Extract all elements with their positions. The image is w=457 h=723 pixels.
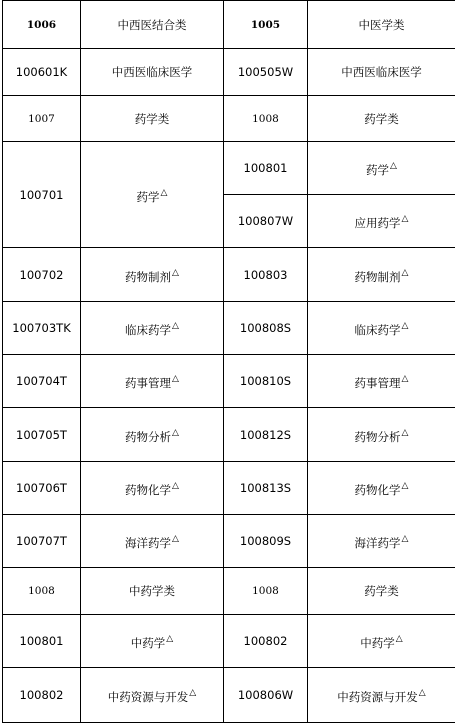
name-cell — [308, 142, 456, 195]
triangle-marker-icon: △ — [401, 374, 409, 384]
code-cell: 1008 — [224, 568, 308, 615]
code-cell: 100801 — [3, 615, 81, 668]
name-cell: 中西医临床医学 — [308, 49, 456, 96]
major-comparison-table — [2, 0, 455, 723]
name-cell — [81, 515, 224, 568]
name-cell: 中药学类 — [81, 568, 224, 615]
triangle-marker-icon: △ — [401, 427, 409, 438]
table-row — [3, 302, 456, 355]
name-text: 药物分析 — [354, 429, 401, 444]
name-cell — [308, 355, 456, 408]
name-cell — [81, 668, 224, 723]
code-cell: 100806W — [224, 668, 308, 723]
triangle-marker-icon: △ — [401, 214, 409, 224]
code-cell: 100706T — [3, 462, 81, 515]
triangle-marker-icon: △ — [172, 427, 179, 438]
name-cell — [308, 408, 456, 462]
name-cell — [81, 248, 224, 302]
triangle-marker-icon: △ — [172, 374, 179, 384]
triangle-marker-icon: △ — [390, 161, 397, 171]
name-cell: 药学类 — [308, 96, 456, 142]
name-text: 中药资源与开发 — [337, 690, 418, 704]
table-row — [3, 96, 456, 142]
name-text: 临床药学 — [125, 323, 172, 337]
name-text: 药学 — [136, 189, 160, 204]
code-cell: 100704T — [3, 355, 81, 408]
code-cell: 100807W — [224, 195, 308, 248]
name-cell — [81, 615, 224, 668]
table-row — [3, 462, 456, 515]
triangle-marker-icon: △ — [172, 321, 179, 331]
name-cell — [81, 355, 224, 408]
name-text: 药物化学 — [354, 483, 401, 497]
name-text: 海洋药学 — [125, 536, 172, 550]
code-cell: 1005 — [224, 1, 308, 49]
code-cell: 100812S — [224, 408, 308, 462]
code-cell: 1007 — [3, 96, 81, 142]
code-cell: 100707T — [3, 515, 81, 568]
name-cell — [81, 462, 224, 515]
code-cell: 100803 — [224, 248, 308, 302]
table-row — [3, 668, 456, 723]
name-cell — [308, 302, 456, 355]
name-cell — [308, 515, 456, 568]
table-row — [3, 515, 456, 568]
name-text: 临床药学 — [354, 323, 401, 337]
code-cell: 100802 — [224, 615, 308, 668]
name-cell — [81, 302, 224, 355]
triangle-marker-icon: △ — [401, 267, 409, 278]
name-cell — [308, 195, 456, 248]
name-cell: 中西医临床医学 — [81, 49, 224, 96]
triangle-marker-icon: △ — [401, 321, 409, 331]
table-row — [3, 408, 456, 462]
triangle-marker-icon: △ — [189, 688, 197, 698]
triangle-marker-icon: △ — [160, 187, 168, 198]
name-text: 中药资源与开发 — [107, 690, 189, 704]
name-text: 药事管理 — [354, 376, 401, 390]
table-row — [3, 1, 456, 49]
name-cell: 中西医结合类 — [81, 1, 224, 49]
table-row — [3, 142, 456, 195]
name-cell: 中医学类 — [308, 1, 456, 49]
triangle-marker-icon: △ — [418, 688, 426, 698]
name-text: 应用药学 — [354, 216, 401, 230]
code-cell: 100808S — [224, 302, 308, 355]
triangle-marker-icon: △ — [172, 534, 179, 544]
code-cell: 100702 — [3, 248, 81, 302]
triangle-marker-icon: △ — [395, 634, 403, 644]
name-text: 药物制剂 — [354, 269, 401, 284]
code-cell: 100705T — [3, 408, 81, 462]
name-text: 药学 — [366, 163, 390, 177]
table-row — [3, 49, 456, 96]
code-cell: 100810S — [224, 355, 308, 408]
name-text: 药物化学 — [125, 483, 172, 497]
name-cell — [308, 668, 456, 723]
triangle-marker-icon: △ — [172, 267, 179, 278]
code-cell: 100801 — [224, 142, 308, 195]
name-cell — [81, 408, 224, 462]
table-row — [3, 615, 456, 668]
name-cell — [81, 142, 224, 248]
name-cell — [308, 462, 456, 515]
name-text: 药物制剂 — [125, 269, 172, 284]
name-text: 海洋药学 — [354, 536, 401, 550]
table-row — [3, 568, 456, 615]
code-cell: 100701 — [3, 142, 81, 248]
code-cell: 100813S — [224, 462, 308, 515]
table-row — [3, 355, 456, 408]
name-text: 中药学 — [130, 636, 166, 650]
name-text: 药物分析 — [125, 429, 172, 444]
triangle-marker-icon: △ — [166, 634, 174, 644]
name-cell: 药学类 — [308, 568, 456, 615]
code-cell: 100809S — [224, 515, 308, 568]
table-row — [3, 248, 456, 302]
name-text: 中药学 — [360, 636, 395, 650]
code-cell: 1006 — [3, 1, 81, 49]
code-cell: 100703TK — [3, 302, 81, 355]
code-cell: 100601K — [3, 49, 81, 96]
triangle-marker-icon: △ — [172, 481, 179, 491]
code-cell: 1008 — [3, 568, 81, 615]
triangle-marker-icon: △ — [401, 481, 409, 491]
name-cell — [308, 248, 456, 302]
triangle-marker-icon: △ — [401, 534, 409, 544]
code-cell: 1008 — [224, 96, 308, 142]
name-text: 药事管理 — [125, 376, 172, 390]
name-cell: 药学类 — [81, 96, 224, 142]
code-cell: 100802 — [3, 668, 81, 723]
name-cell — [308, 615, 456, 668]
code-cell: 100505W — [224, 49, 308, 96]
